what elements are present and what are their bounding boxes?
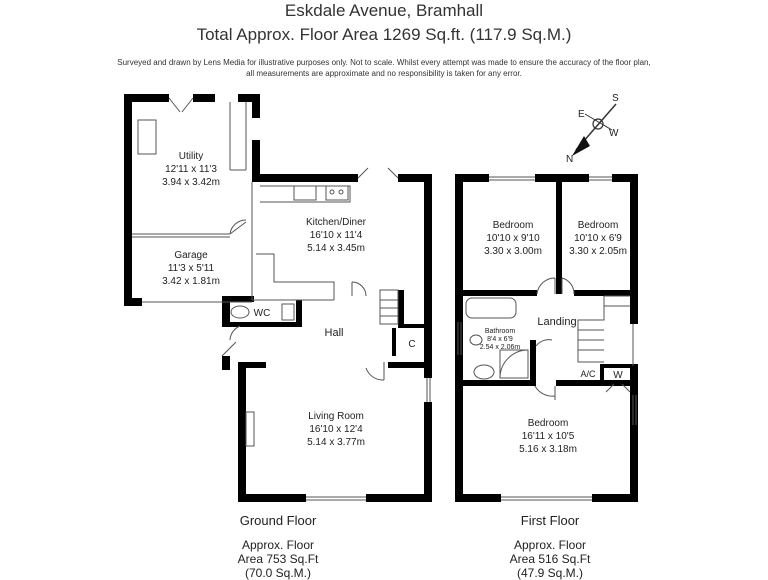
svg-text:8'4 x 6'9: 8'4 x 6'9 <box>487 336 513 343</box>
svg-text:10'10 x 9'10: 10'10 x 9'10 <box>486 233 540 244</box>
first-floor-area-line-2: Area 516 Sq.Ft <box>509 552 591 566</box>
room-label-bathroom <box>480 328 521 351</box>
compass-w-label: W <box>609 128 619 139</box>
room-label-bedroom-3 <box>569 220 627 257</box>
svg-text:Living Room: Living Room <box>308 411 364 422</box>
svg-text:16'11 x 10'5: 16'11 x 10'5 <box>521 431 575 442</box>
wall <box>556 176 562 294</box>
svg-text:16'10 x 12'4: 16'10 x 12'4 <box>309 424 363 435</box>
svg-text:5.16 x 3.18m: 5.16 x 3.18m <box>519 444 577 455</box>
wall <box>124 94 132 306</box>
wall <box>530 340 536 386</box>
wall <box>398 290 404 324</box>
room-label-garage <box>162 250 220 287</box>
wall <box>222 356 230 370</box>
ground-floor-label: Ground Floor <box>239 513 317 528</box>
ground-floor-details <box>132 98 430 500</box>
total-area-title: Total Approx. Floor Area 1269 Sq.ft. (117.9 Sq.M.) <box>196 25 572 44</box>
wall <box>392 328 396 356</box>
wall <box>238 362 246 502</box>
svg-text:Bedroom: Bedroom <box>492 220 534 231</box>
room-label-wardrobe: W <box>613 370 623 381</box>
svg-text:11'3 x 5'11: 11'3 x 5'11 <box>167 263 215 274</box>
wall <box>455 494 501 502</box>
first-floor-area-line-3: (47.9 Sq.M.) <box>516 566 584 580</box>
svg-text:3.30 x 2.05m: 3.30 x 2.05m <box>569 246 627 257</box>
svg-text:2.54 x 2.06m: 2.54 x 2.06m <box>479 344 521 351</box>
disclaimer-line-1: Surveyed and drawn by Lens Media for illustrative purposes only. Not to scale. Whilst every attempt was made to ensure the accuracy of the floor plan, <box>117 58 651 67</box>
room-size-metric: 3.94 x 3.42m <box>162 177 220 188</box>
room-name: Utility <box>178 151 204 162</box>
wall <box>463 380 535 386</box>
room-label-wc: WC <box>253 308 271 319</box>
wall <box>238 362 266 368</box>
wall <box>366 494 432 502</box>
wall <box>252 94 260 118</box>
wall <box>455 174 463 502</box>
first-floor-label: First Floor <box>520 513 580 528</box>
svg-text:Bathroom: Bathroom <box>484 328 516 335</box>
svg-text:Garage: Garage <box>174 250 208 261</box>
wall <box>630 174 638 324</box>
room-label-bedroom-1 <box>519 418 577 455</box>
wall <box>398 324 424 328</box>
wall <box>222 322 300 327</box>
room-label-utility <box>162 151 220 188</box>
first-floor-area-line-1: Approx. Floor <box>513 538 587 552</box>
wall <box>556 380 638 386</box>
svg-text:Bedroom: Bedroom <box>527 418 569 429</box>
ground-floor-area-line-1: Approx. Floor <box>241 538 315 552</box>
svg-text:Kitchen/Diner: Kitchen/Diner <box>305 217 367 228</box>
room-label-bedroom-2 <box>484 220 542 257</box>
svg-text:3.42 x 1.81m: 3.42 x 1.81m <box>162 276 220 287</box>
ground-floor-area-line-3: (70.0 Sq.M.) <box>244 566 312 580</box>
room-label-cupboard: C <box>408 339 416 350</box>
wall <box>296 300 302 327</box>
compass-e-label: E <box>578 109 585 120</box>
room-label-living-room <box>307 411 365 448</box>
room-label-landing: Landing <box>537 316 577 328</box>
wall <box>388 362 432 368</box>
svg-text:5.14 x 3.45m: 5.14 x 3.45m <box>307 243 365 254</box>
wall <box>630 366 638 502</box>
wall <box>600 364 604 386</box>
address-title: Eskdale Avenue, Bramhall <box>284 1 484 20</box>
compass-s-label: S <box>612 93 619 104</box>
wall <box>124 94 169 102</box>
svg-text:10'10 x 6'9: 10'10 x 6'9 <box>574 233 622 244</box>
svg-text:16'10 x 11'4: 16'10 x 11'4 <box>309 230 363 241</box>
wall <box>455 174 489 182</box>
wall <box>193 94 215 102</box>
wall <box>574 290 630 296</box>
first-floor-area <box>470 538 630 580</box>
wall <box>463 290 537 296</box>
room-label-kitchen <box>306 217 367 254</box>
wall <box>238 494 306 502</box>
svg-text:3.30 x 3.00m: 3.30 x 3.00m <box>484 246 542 257</box>
compass-n-label: N <box>566 154 574 165</box>
ground-floor-area-line-2: Area 753 Sq.Ft <box>237 552 319 566</box>
disclaimer-line-2: all measurements are approximate and no responsibility is taken for any error. <box>246 69 522 78</box>
wall <box>424 174 432 378</box>
wall <box>252 174 358 182</box>
room-size-imperial: 12'11 x 11'3 <box>165 164 217 175</box>
room-label-airing-cupboard: A/C <box>580 369 596 379</box>
compass-icon <box>566 93 619 165</box>
svg-text:Bedroom: Bedroom <box>577 220 619 231</box>
ground-floor-plan <box>124 94 432 502</box>
wall <box>124 298 142 306</box>
svg-text:5.14 x 3.77m: 5.14 x 3.77m <box>307 437 365 448</box>
room-label-hall: Hall <box>324 327 344 339</box>
wall <box>424 402 432 502</box>
wall <box>222 296 254 302</box>
ground-floor-area <box>198 538 358 580</box>
